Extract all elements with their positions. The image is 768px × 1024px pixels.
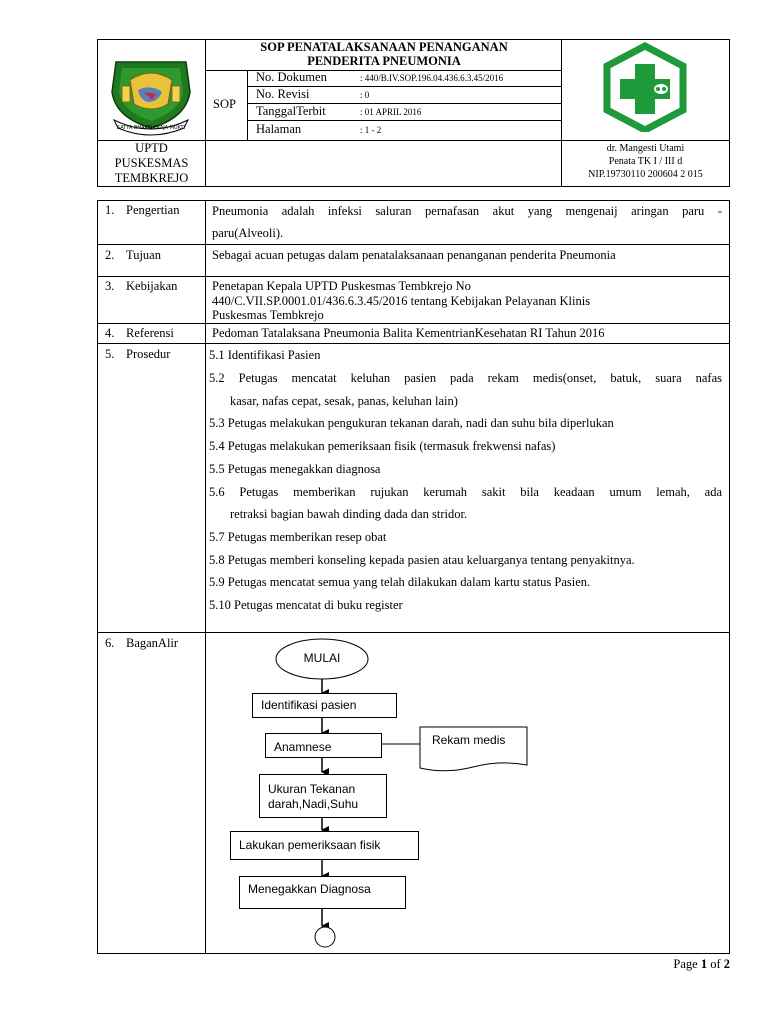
section-1-label: Pengertian — [126, 203, 180, 217]
flow-step-diagnosa-text: Menegakkan Diagnosa — [248, 882, 371, 896]
org-line-3: TEMBKREJO — [114, 171, 189, 185]
flow-end-connector — [315, 927, 335, 947]
reference-text: Pedoman Tatalaksana Pneumonia Balita KementrianKesehatan RI Tahun 2016 — [212, 326, 605, 340]
flow-step-ukuran-line-1: Ukuran Tekanan — [268, 782, 356, 796]
procedure-step-7: 5.7 Petugas memberikan resep obat — [209, 530, 387, 544]
section-6-num: 6. — [105, 636, 115, 650]
procedure-step-6: 5.6 Petugas memberikan rujukan kerumah sakit bila keadaan umum lemah, ada — [209, 485, 722, 499]
flow-step-diagnosa — [239, 876, 406, 909]
procedure-step-1: 5.1 Identifikasi Pasien — [209, 348, 321, 362]
title-line-2: PENDERITA PNEUMONIA — [307, 54, 461, 68]
flow-step-ukuran-line-2: darah,Nadi,Suhu — [268, 797, 359, 811]
sop-label: SOP — [213, 97, 236, 111]
signatory-nip: NIP.19730110 200604 2 015 — [588, 169, 703, 180]
section-6-label: BaganAlir — [126, 636, 179, 650]
section-2-label: Tujuan — [126, 248, 161, 262]
policy-line-1: Penetapan Kepala UPTD Puskesmas Tembkrejo No — [212, 279, 471, 293]
flow-step-ukuran — [259, 774, 387, 818]
org-line-1: UPTD — [135, 141, 168, 155]
flow-step-anamnese-text: Anamnese — [274, 740, 332, 754]
signatory-rank: Penata TK I / III d — [608, 156, 683, 167]
section-4-num: 4. — [105, 326, 115, 340]
doc-number-value: : 440/B.IV.SOP.196.04.436.6.3.45/2016 — [360, 73, 504, 83]
page-prefix: Page — [673, 957, 701, 971]
flow-step-identifikasi-text: Identifikasi pasien — [261, 698, 357, 712]
emblem-caption: SATYA BHAKTI PRAJA MUKTI — [116, 125, 186, 131]
flow-step-pemeriksaan — [230, 831, 419, 860]
flow-step-anamnese — [265, 733, 382, 758]
flow-step-identifikasi — [252, 693, 397, 718]
procedure-step-6-cont-text: retraksi bagian bawah dinding dada dan stridor. — [230, 507, 468, 521]
page-indicator — [673, 957, 730, 972]
section-4-label: Referensi — [126, 326, 174, 340]
procedure-step-10: 5.10 Petugas mencatat di buku register — [209, 598, 403, 612]
procedure-step-4: 5.4 Petugas melakukan pemeriksaan fisik (termasuk frekwensi nafas) — [209, 439, 556, 453]
procedure-step-2-cont-text: kasar, nafas cepat, sesak, panas, keluhan lain) — [230, 394, 458, 408]
revision-value: : 0 — [360, 90, 370, 100]
section-5-num: 5. — [105, 347, 115, 361]
page-label: Halaman — [256, 122, 302, 136]
page-of: of — [707, 957, 724, 971]
page-total: 2 — [723, 957, 730, 971]
procedure-step-5: 5.5 Petugas menegakkan diagnosa — [209, 462, 381, 476]
issue-date-label: TanggalTerbit — [256, 104, 326, 118]
flow-doc-rekam-medis: Rekam medis — [432, 733, 506, 747]
flow-start-label: MULAI — [303, 651, 341, 665]
definition-line-2: paru(Alveoli). — [212, 226, 284, 240]
procedure-step-8: 5.8 Petugas memberi konseling kepada pasien atau keluarganya tentang penyakitnya. — [209, 553, 635, 567]
org-line-2: PUSKESMAS — [114, 156, 189, 170]
revision-label: No. Revisi — [256, 87, 310, 101]
procedure-step-9: 5.9 Petugas mencatat semua yang telah dilakukan dalam kartu status Pasien. — [209, 575, 591, 589]
section-5-label: Prosedur — [126, 347, 171, 361]
doc-number-label: No. Dokumen — [256, 70, 327, 84]
purpose-text: Sebagai acuan petugas dalam penatalaksanaan penanganan penderita Pneumonia — [212, 248, 616, 262]
title-line-1: SOP PENATALAKSANAAN PENANGANAN — [260, 40, 508, 54]
section-3-label: Kebijakan — [126, 279, 178, 293]
page-number: 1 — [700, 957, 708, 971]
procedure-step-3: 5.3 Petugas melakukan pengukuran tekanan darah, nadi dan suhu bila diperlukan — [209, 416, 614, 430]
section-1-num: 1. — [105, 203, 115, 217]
section-3-num: 3. — [105, 279, 115, 293]
definition-line-1: Pneumonia adalah infeksi saluran pernafasan akut yang mengenaij aringan paru - — [212, 204, 722, 218]
issue-date-value: : 01 APRIL 2016 — [360, 107, 422, 117]
signatory-name: dr. Mangesti Utami — [606, 143, 685, 154]
flow-step-pemeriksaan-text: Lakukan pemeriksaan fisik — [239, 838, 381, 852]
policy-line-3: Puskesmas Tembkrejo — [212, 308, 324, 322]
page-value: : 1 - 2 — [360, 125, 382, 135]
section-2-num: 2. — [105, 248, 115, 262]
procedure-step-2: 5.2 Petugas mencatat keluhan pasien pada rekam medis(onset, batuk, suara nafas — [209, 371, 722, 385]
policy-line-2: 440/C.VII.SP.0001.01/436.6.3.45/2016 tentang Kebijakan Pelayanan Klinis — [212, 293, 591, 308]
